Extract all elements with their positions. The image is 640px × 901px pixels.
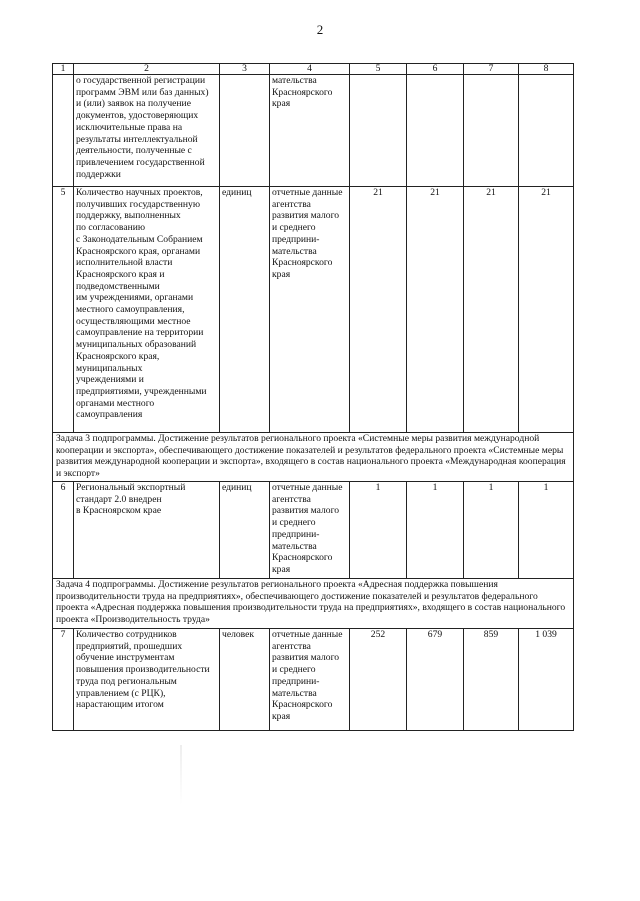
task-3-description: Задача 3 подпрограммы. Достижение результатов регионального проекта «Системные меры развития международной кооперации и экспорта», обеспечивающего достижение показателей и результатов федерального проекта «Системные меры развития международной кооперации и экспорта», входящего в состав национального проекта «Международная кооперация и экспорт»	[53, 433, 574, 482]
table-row	[53, 629, 574, 731]
value-col6: 679	[407, 629, 464, 731]
scan-artifact	[180, 745, 182, 805]
task-4-description: Задача 4 подпрограммы. Достижение результатов регионального проекта «Адресная поддержка повышения производительности труда на предприятиях», обеспечивающего достижение показателей и результатов федерального проекта «Адресная поддержка повышения производительности труда на предприятиях», входящего в состав национального проекта «Производительность труда»	[53, 579, 574, 629]
row-number	[53, 75, 74, 187]
column-number: 3	[220, 64, 270, 75]
indicator-name: Региональный экспортный стандарт 2.0 внедрен в Красноярском крае	[74, 482, 220, 579]
value-col8: 1 039	[519, 629, 574, 731]
indicator-name: Количество сотрудников предприятий, прошедших обучение инструментам повышения производительности труда под региональным управлением (с РЦК), нарастающим итогом	[74, 629, 220, 731]
column-number: 6	[407, 64, 464, 75]
column-number: 5	[350, 64, 407, 75]
unit	[220, 75, 270, 187]
value-col5: 21	[350, 187, 407, 433]
unit: единиц	[220, 187, 270, 433]
unit: единиц	[220, 482, 270, 579]
value-col7	[464, 75, 519, 187]
row-number: 7	[53, 629, 74, 731]
column-number: 2	[74, 64, 220, 75]
indicator-name: Количество научных проектов, получивших государственную поддержку, выполненных по согласованию с Законодательным Собранием Красноярского края, органами исполнительной власти Красноярского края и подведомственными им учреждениями, органами местного самоуправления, осуществляющими местное самоуправление на территории муниципальных образований Красноярского края, муниципальных учреждениями и предприятиями, учрежденными органами местного самоуправления	[74, 187, 220, 433]
table-row	[53, 187, 574, 433]
value-col7: 21	[464, 187, 519, 433]
value-col7: 859	[464, 629, 519, 731]
value-col5: 1	[350, 482, 407, 579]
value-col6	[407, 75, 464, 187]
indicator-name: о государственной регистрации программ ЭВМ или баз данных) и (или) заявок на получение документов, удостоверяющих исключительные права на результаты интеллектуальной деятельности, полученные с привлечением государственной поддержки	[74, 75, 220, 187]
data-source: отчетные данные агентства развития малого и среднего предприни- мательства Красноярского края	[270, 629, 350, 731]
value-col7: 1	[464, 482, 519, 579]
value-col6: 21	[407, 187, 464, 433]
task-row	[53, 433, 574, 482]
value-col8: 1	[519, 482, 574, 579]
row-number: 5	[53, 187, 74, 433]
data-source: мательства Красноярского края	[270, 75, 350, 187]
table-row	[53, 75, 574, 187]
column-number: 7	[464, 64, 519, 75]
column-number-row	[53, 64, 574, 75]
page-number: 2	[316, 22, 324, 37]
value-col8	[519, 75, 574, 187]
column-number: 4	[270, 64, 350, 75]
value-col5	[350, 75, 407, 187]
unit: человек	[220, 629, 270, 731]
table-row	[53, 482, 574, 579]
column-number: 8	[519, 64, 574, 75]
data-source: отчетные данные агентства развития малого и среднего предприни- мательства Красноярского края	[270, 187, 350, 433]
task-row	[53, 579, 574, 629]
data-source: отчетные данные агентства развития малого и среднего предприни- мательства Красноярского края	[270, 482, 350, 579]
indicators-table	[52, 63, 574, 731]
column-number: 1	[53, 64, 74, 75]
value-col5: 252	[350, 629, 407, 731]
value-col6: 1	[407, 482, 464, 579]
row-number: 6	[53, 482, 74, 579]
value-col8: 21	[519, 187, 574, 433]
